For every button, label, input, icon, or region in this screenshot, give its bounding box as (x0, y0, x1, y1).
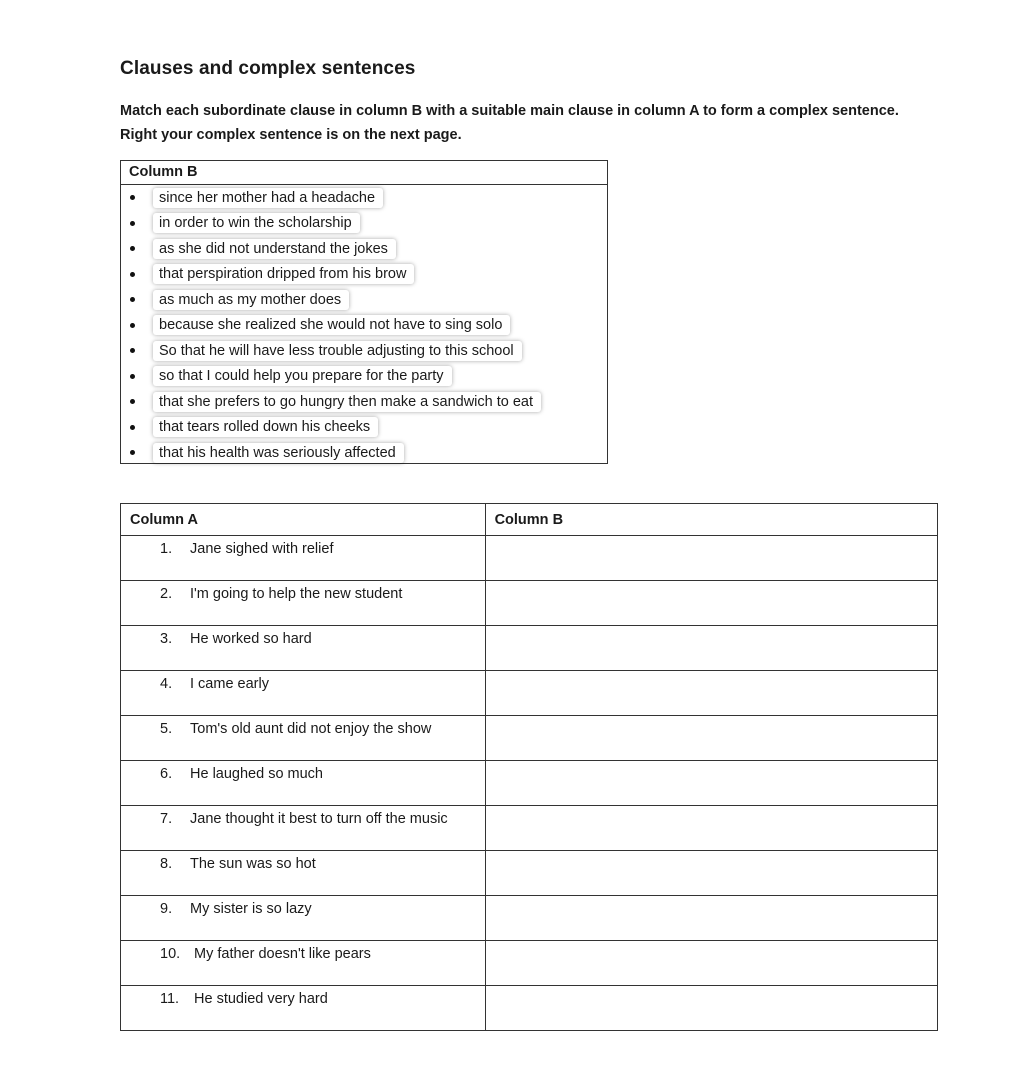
main-clause-text: He studied very hard (194, 991, 328, 1007)
column-b-header: Column B (485, 504, 937, 536)
column-a-header: Column A (121, 504, 486, 536)
table-row (121, 986, 938, 1031)
clause-text[interactable]: that she prefers to go hungry then make a sandwich to eat (153, 392, 541, 412)
main-clause-text: My sister is so lazy (190, 901, 312, 917)
table-row (121, 806, 938, 851)
main-clause-cell (121, 716, 486, 761)
main-clause-text: I came early (190, 676, 269, 692)
clause-text[interactable]: So that he will have less trouble adjusting to this school (153, 341, 522, 361)
item-number: 2. (160, 586, 173, 602)
clause-list (121, 185, 607, 466)
item-number: 9. (160, 901, 173, 917)
bullet-icon (130, 374, 135, 379)
main-clause-cell (121, 806, 486, 851)
clause-item (121, 211, 607, 237)
clause-text[interactable]: in order to win the scholarship (153, 213, 360, 233)
item-number: 7. (160, 811, 173, 827)
table-row (121, 761, 938, 806)
answer-drop-cell[interactable] (485, 626, 937, 671)
instructions: Match each subordinate clause in column B with a suitable main clause in column A to form a complex sentence. Right your complex sentence is on the next page. (120, 103, 899, 143)
main-clause-cell (121, 626, 486, 671)
bullet-icon (130, 246, 135, 251)
table-header-row (121, 504, 938, 536)
bullet-icon (130, 195, 135, 200)
answer-drop-cell[interactable] (485, 896, 937, 941)
item-number: 10. (160, 946, 181, 962)
bullet-icon (130, 399, 135, 404)
main-clause-text: My father doesn't like pears (194, 946, 371, 962)
clause-item (121, 364, 607, 390)
main-clause-cell (121, 671, 486, 716)
column-b-list-header: Column B (121, 161, 607, 185)
answer-drop-cell[interactable] (485, 671, 937, 716)
answer-drop-cell[interactable] (485, 761, 937, 806)
answer-drop-cell[interactable] (485, 716, 937, 761)
item-number: 3. (160, 631, 173, 647)
clause-item (121, 338, 607, 364)
table-row (121, 941, 938, 986)
clause-item (121, 262, 607, 288)
bullet-icon (130, 323, 135, 328)
main-clause-text: The sun was so hot (190, 856, 316, 872)
main-clause-cell (121, 536, 486, 581)
clause-item (121, 389, 607, 415)
main-clause-text: Jane sighed with relief (190, 541, 334, 557)
clause-item (121, 236, 607, 262)
answer-drop-cell[interactable] (485, 941, 937, 986)
item-number: 4. (160, 676, 173, 692)
clause-text[interactable]: so that I could help you prepare for the party (153, 366, 452, 386)
table-row (121, 851, 938, 896)
column-b-clause-list (120, 160, 608, 464)
answer-drop-cell[interactable] (485, 581, 937, 626)
bullet-icon (130, 221, 135, 226)
page-title: Clauses and complex sentences (120, 58, 416, 79)
main-clause-cell (121, 896, 486, 941)
item-number: 1. (160, 541, 173, 557)
main-clause-cell (121, 941, 486, 986)
table-row (121, 896, 938, 941)
main-clause-cell (121, 851, 486, 896)
table-row (121, 581, 938, 626)
main-clause-cell (121, 986, 486, 1031)
item-number: 6. (160, 766, 173, 782)
matching-table (120, 503, 938, 1031)
clause-item (121, 287, 607, 313)
answer-drop-cell[interactable] (485, 851, 937, 896)
clause-text[interactable]: that perspiration dripped from his brow (153, 264, 414, 284)
clause-item (121, 440, 607, 466)
main-clause-cell (121, 581, 486, 626)
clause-text[interactable]: since her mother had a headache (153, 188, 383, 208)
clause-item (121, 415, 607, 441)
main-clause-text: Tom's old aunt did not enjoy the show (190, 721, 432, 737)
main-clause-text: I'm going to help the new student (190, 586, 403, 602)
answer-drop-cell[interactable] (485, 536, 937, 581)
table-row (121, 536, 938, 581)
table-row (121, 716, 938, 761)
clause-text[interactable]: because she realized she would not have to sing solo (153, 315, 510, 335)
main-clause-text: He worked so hard (190, 631, 312, 647)
bullet-icon (130, 450, 135, 455)
item-number: 11. (160, 991, 180, 1007)
main-clause-cell (121, 761, 486, 806)
bullet-icon (130, 272, 135, 277)
main-clause-text: He laughed so much (190, 766, 323, 782)
clause-text[interactable]: that tears rolled down his cheeks (153, 417, 378, 437)
clause-item (121, 185, 607, 211)
bullet-icon (130, 297, 135, 302)
item-number: 8. (160, 856, 173, 872)
clause-text[interactable]: as she did not understand the jokes (153, 239, 396, 259)
clause-text[interactable]: that his health was seriously affected (153, 443, 404, 463)
clause-text[interactable]: as much as my mother does (153, 290, 349, 310)
bullet-icon (130, 425, 135, 430)
answer-drop-cell[interactable] (485, 986, 937, 1031)
main-clause-text: Jane thought it best to turn off the music (190, 811, 448, 827)
clause-item (121, 313, 607, 339)
item-number: 5. (160, 721, 173, 737)
answer-drop-cell[interactable] (485, 806, 937, 851)
bullet-icon (130, 348, 135, 353)
table-row (121, 671, 938, 716)
table-row (121, 626, 938, 671)
